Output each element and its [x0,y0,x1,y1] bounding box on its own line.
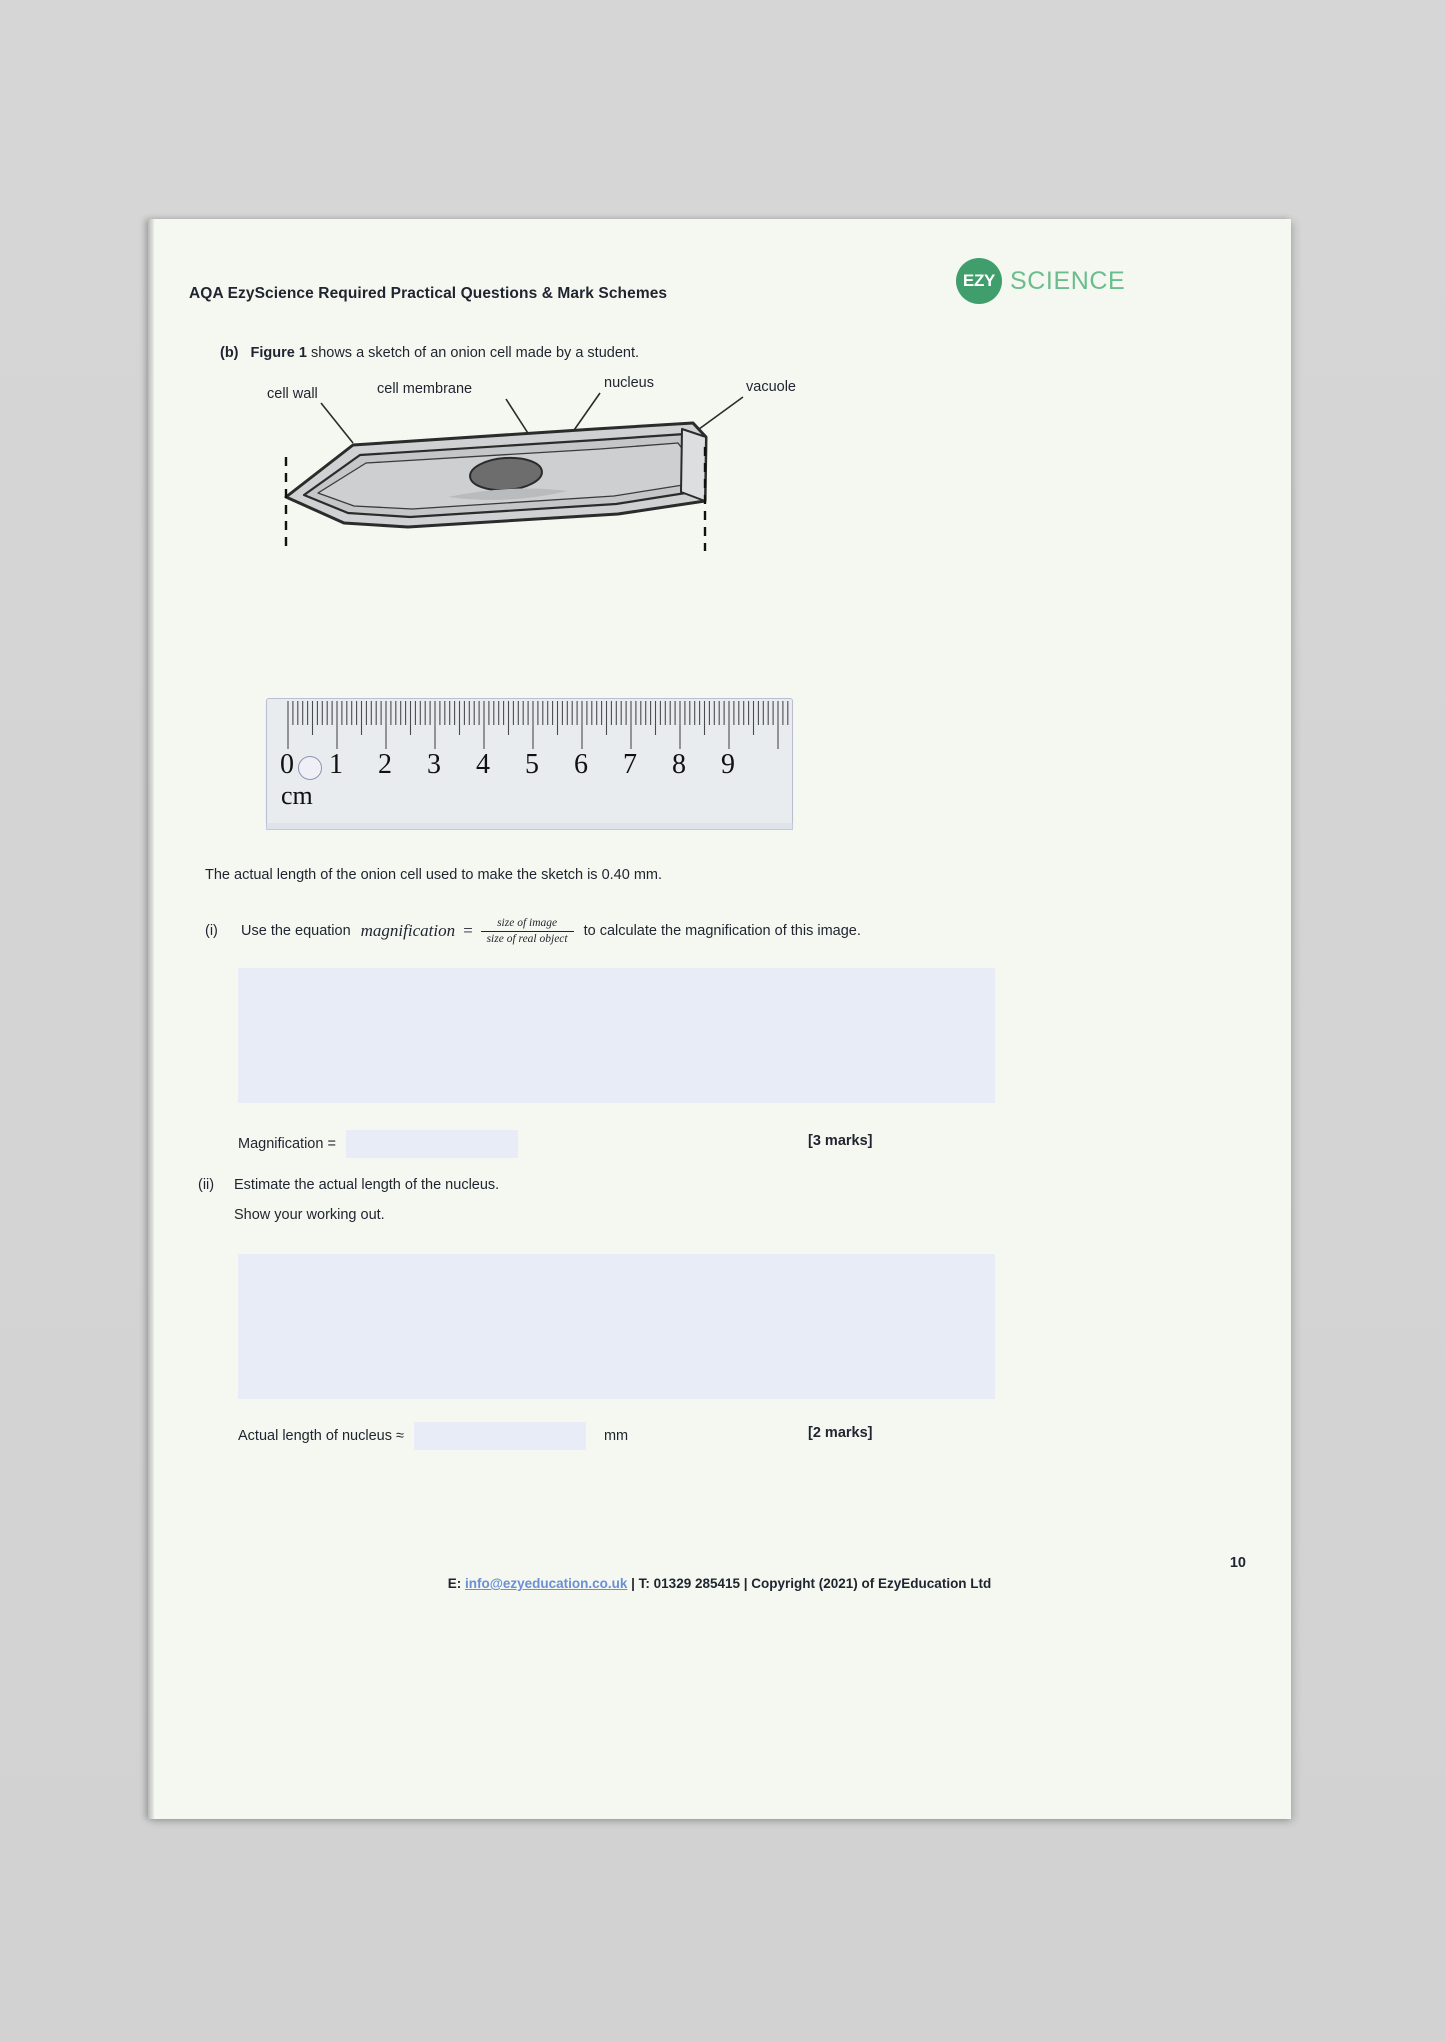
ruler-base-shadow [266,823,793,830]
footer-email-prefix: E: [447,1576,465,1591]
question-i [205,917,861,946]
marks-badge-ii: [2 marks] [808,1425,873,1441]
answer-label-nucleus: Actual length of nucleus ≈ [238,1428,404,1444]
answer-field-nucleus[interactable] [414,1422,586,1450]
label-cell-wall: cell wall [267,386,318,402]
stem-text: The actual length of the onion cell used to make the sketch is 0.40 mm. [205,867,663,883]
footer-rest: | T: 01329 285415 | Copyright (2021) of EzyEducation Ltd [627,1576,992,1591]
logo-badge-text: EZY [962,271,996,290]
ruler-hole-icon [298,756,322,780]
page-number: 10 [1229,1555,1246,1571]
footer-email-link[interactable]: info@ezyeducation.co.uk [464,1576,628,1591]
leader-cell-wall [321,403,353,443]
question-b-text: shows a sketch of an onion cell made by a student. [306,345,640,361]
label-nucleus: nucleus [604,375,654,391]
ruler-unit-label: cm [281,781,313,810]
ruler-number-2: 2 [378,749,392,780]
logo-circle-icon [956,258,1002,304]
logo-word-text: SCIENCE [1010,266,1126,295]
equation-equals: = [462,921,474,941]
ezy-science-logo [956,257,1125,305]
question-b-marker: (b) [220,345,239,361]
ruler-number-5: 5 [525,749,539,780]
document-page [148,219,1291,1819]
ruler [266,698,793,825]
question-ii-line2: Show your working out. [234,1207,385,1223]
ruler-number-9: 9 [721,749,735,780]
leader-nucleus [572,393,600,433]
answer-row-nucleus [238,1422,628,1450]
ruler-number-6: 6 [574,749,588,780]
question-ii [198,1177,499,1193]
equation-fraction [481,917,574,946]
figure-1-area [148,375,1291,839]
question-i-text-before: Use the equation [241,923,351,940]
equation-numerator: size of image [497,917,558,929]
footer-bar [148,1576,1291,1591]
ruler-number-7: 7 [623,749,637,780]
ruler-number-3: 3 [427,749,441,780]
answer-label-magnification: Magnification = [238,1136,336,1152]
page-title: AQA EzyScience Required Practical Questions & Mark Schemes [189,285,668,302]
question-i-text-after: to calculate the magnification of this image. [583,923,861,940]
onion-cell-diagram [148,379,1291,719]
answer-field-magnification[interactable] [346,1130,518,1158]
magnification-equation [361,917,574,946]
label-vacuole: vacuole [746,379,796,395]
question-ii-marker: (ii) [198,1177,215,1193]
ruler-number-0: 0 [280,749,294,780]
question-ii-line1: Estimate the actual length of the nucleus. [234,1177,500,1193]
equation-denominator: size of real object [481,931,574,946]
ruler-number-4: 4 [476,749,490,780]
answer-row-magnification [238,1130,528,1158]
question-b-figure-ref: Figure 1 [250,345,307,361]
working-area-i[interactable] [238,968,995,1103]
ruler-number-8: 8 [672,749,686,780]
question-b [220,345,639,361]
vacuole-band [681,429,706,501]
label-cell-membrane: cell membrane [377,381,473,397]
marks-badge-i: [3 marks] [808,1133,873,1149]
working-area-ii[interactable] [238,1254,995,1399]
leader-vacuole [695,397,743,432]
ruler-number-1: 1 [329,749,343,780]
equation-lhs: magnification [360,921,456,941]
answer-unit-nucleus: mm [603,1428,629,1444]
question-i-marker: (i) [205,923,218,940]
